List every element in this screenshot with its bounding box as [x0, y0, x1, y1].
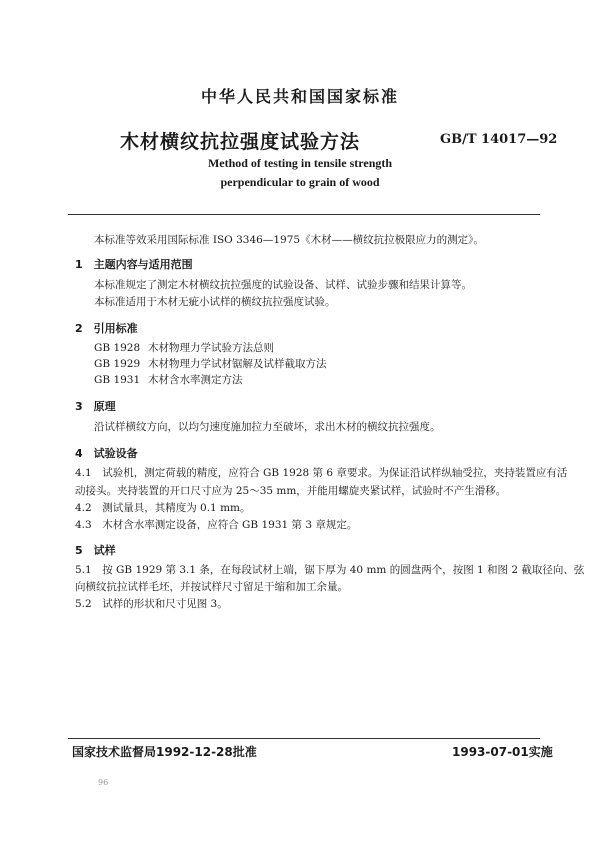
standard-title-en-line2: perpendicular to grain of wood [220, 175, 380, 189]
standard-title-en-line1: Method of testing in tensile strength [207, 156, 393, 170]
section-4-item-4-2: 4.2 测试量具，其精度为 0.1 mm。 [75, 502, 251, 514]
section-1-heading: 1 主题内容与适用范围 [75, 258, 193, 271]
standard-code: GB/T 14017—92 [440, 132, 558, 147]
section-4-item-4-3: 4.3 木材含水率测定设备，应符合 GB 1931 第 3 章规定。 [75, 519, 358, 531]
section-1-line-1: 本标准规定了测定木材横纹抗拉强度的试验设备、试样、试验步骤和结果计算等。 [94, 279, 472, 291]
footer-divider [68, 738, 540, 739]
ref-code: GB 1928 [94, 342, 141, 354]
issuer-approval: 国家技术监督局1992-12-28批准 [72, 745, 257, 759]
page-mark: 96 [98, 778, 109, 787]
section-5-item-5-1-cont: 向横纹抗拉试样毛坯，并按试样尺寸留足干缩和加工余量。 [75, 581, 348, 593]
section-3-heading: 3 原理 [75, 400, 116, 413]
section-2-heading: 2 引用标准 [75, 322, 138, 335]
header-divider [68, 214, 540, 215]
header-organization: 中华人民共和国国家标准 [200, 87, 399, 106]
ref-code: GB 1929 [94, 358, 141, 370]
section-4-heading: 4 试验设备 [75, 447, 138, 460]
ref-title: 木材物理力学试材锯解及试样截取方法 [148, 358, 327, 370]
section-5-item-5-2: 5.2 试样的形状和尺寸见图 3。 [75, 598, 228, 610]
section-4-item-4-1: 4.1 试验机，测定荷载的精度，应符合 GB 1928 第 6 章要求。为保证沿试样纵轴受拉，夹持装置应有活 [75, 467, 568, 479]
section-3-text: 沿试样横纹方向，以均匀速度施加拉力至破坏，求出木材的横纹抗拉强度。 [94, 421, 441, 433]
standard-title-cn: 木材横纹抗拉强度试验方法 [120, 131, 361, 153]
ref-code: GB 1931 [94, 374, 141, 386]
intro-paragraph: 本标准等效采用国际标准 ISO 3346—1975《木材——横纹抗拉极限应力的测定》。 [94, 234, 484, 246]
section-4-item-4-1-cont: 动接头。夹持装置的开口尺寸应为 25～35 mm，并能用螺旋夹紧试样，试验时不产生滑移。 [75, 485, 507, 497]
section-1-line-2: 本标准适用于木材无疵小试样的横纹抗拉强度试验。 [94, 296, 336, 308]
ref-title: 木材物理力学试验方法总则 [148, 342, 274, 354]
section-5-heading: 5 试样 [75, 544, 116, 557]
section-5-item-5-1: 5.1 按 GB 1929 第 3.1 条，在每段试材上端，锯下厚为 40 mm 的圆盘两个，按图 1 和图 2 截取径向、弦 [75, 564, 585, 576]
effective-date: 1993-07-01实施 [452, 745, 553, 759]
ref-title: 木材含水率测定方法 [148, 374, 243, 386]
